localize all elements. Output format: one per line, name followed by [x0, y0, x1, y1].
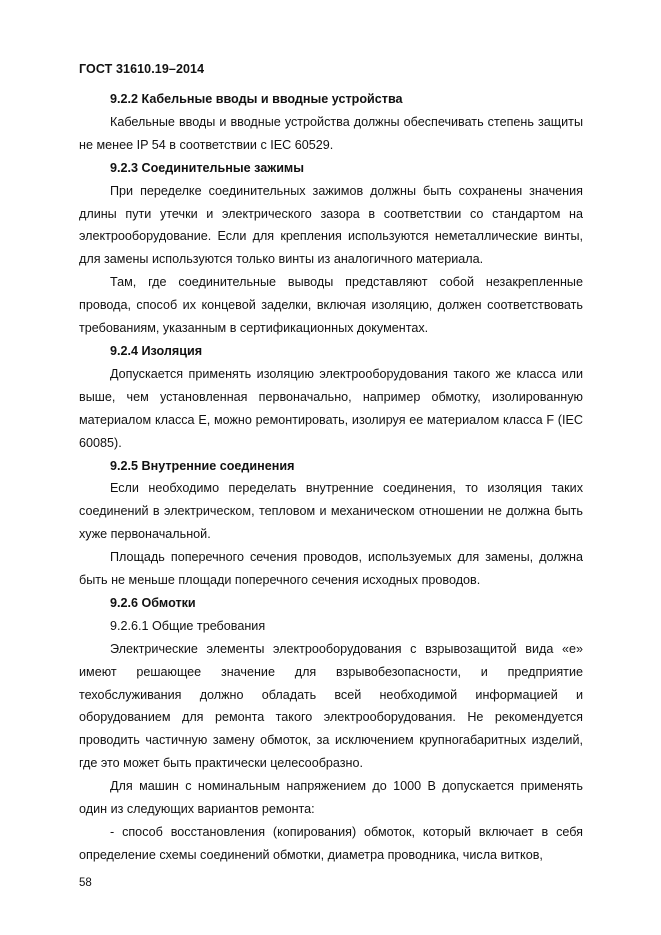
section-heading-9-2-4: 9.2.4 Изоляция: [110, 343, 203, 358]
paragraph: Допускается применять изоляцию электрооборудования такого же класса или выше, чем установленная первоначально, например обмотку, изолированную материалом класса Е, можно ремонтировать, изолируя ее материалом класса F (IEC 60085).: [79, 366, 583, 450]
paragraph: Там, где соединительные выводы представляют собой незакрепленные провода, способ их концевой заделки, включая изоляцию, должен соответствовать требованиям, указанным в сертификационных документах.: [79, 275, 583, 336]
section-heading-9-2-5: 9.2.5 Внутренние соединения: [110, 458, 295, 473]
document-body: [79, 88, 583, 867]
paragraph: Для машин с номинальным напряжением до 1000 В допускается применять один из следующих вариантов ремонта:: [79, 779, 583, 817]
section-heading-9-2-6: 9.2.6 Обмотки: [110, 595, 196, 610]
paragraph: Если необходимо переделать внутренние соединения, то изоляция таких соединений в электрическом, тепловом и механическом отношении не должна быть хуже первоначальной.: [79, 481, 583, 542]
page-number: 58: [79, 877, 92, 889]
paragraph: - способ восстановления (копирования) обмоток, который включает в себя определение схемы соединений обмотки, диаметра проводника, числа витков,: [79, 825, 583, 862]
subsection-heading-9-2-6-1: 9.2.6.1 Общие требования: [110, 618, 266, 633]
section-heading-9-2-2: 9.2.2 Кабельные вводы и вводные устройства: [110, 92, 403, 106]
paragraph: При переделке соединительных зажимов должны быть сохранены значения длины пути утечки и электрического зазора в соответствии со стандартом на электрооборудование. Если для крепления используются неметаллические винты, для замены используются только винты из аналогичного материала.: [79, 183, 583, 267]
paragraph: Кабельные вводы и вводные устройства должны обеспечивать степень защиты не менее IP 54 в соответствии с IEC 60529.: [79, 114, 583, 152]
paragraph: Площадь поперечного сечения проводов, используемых для замены, должна быть не меньше площади поперечного сечения исходных проводов.: [79, 550, 583, 588]
document-code: ГОСТ 31610.19–2014: [79, 62, 205, 76]
section-heading-9-2-3: 9.2.3 Соединительные зажимы: [110, 160, 305, 175]
paragraph: Электрические элементы электрооборудования с взрывозащитой вида «е» имеют решающее значение для взрывобезопасности, и предприятие техобслуживания должно обладать всей необходимой информацией и оборудованием для ремонта такого электрооборудования. Не рекомендуется проводить частичную замену обмоток, за исключением крупногабаритных изделий, где это может быть практически целесообразно.: [79, 641, 583, 771]
